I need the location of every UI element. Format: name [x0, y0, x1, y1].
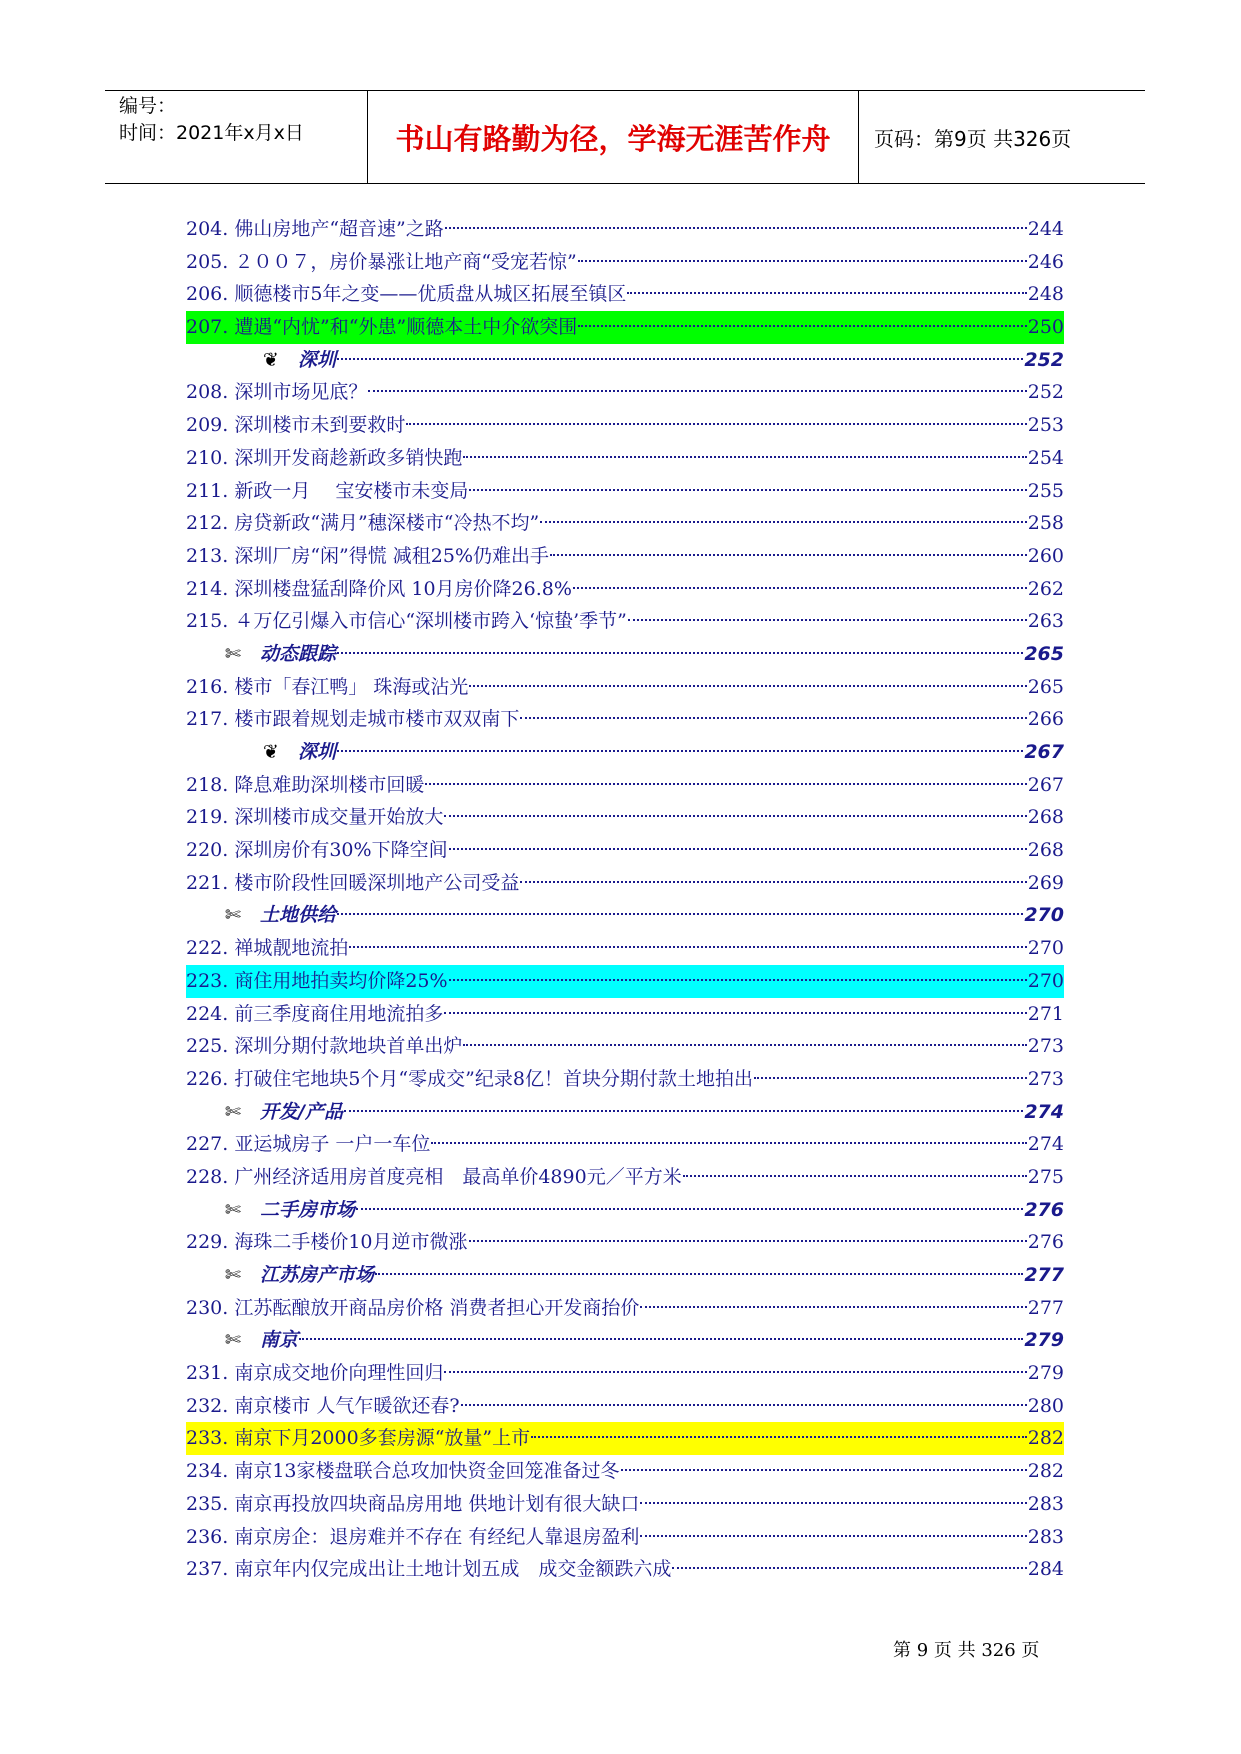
toc-page-number: 271 [1027, 1002, 1064, 1025]
toc-page-number: 255 [1027, 479, 1064, 502]
scissors-icon: ✄ [225, 1264, 241, 1286]
scissors-icon: ✄ [225, 642, 241, 665]
toc-entry[interactable] [186, 213, 1064, 246]
toc-dot-leader [337, 358, 1023, 360]
toc-page-number: 273 [1027, 1035, 1064, 1058]
toc-dot-leader [469, 1240, 1027, 1242]
toc-dot-leader [463, 1044, 1026, 1046]
toc-dot-leader [431, 1142, 1026, 1144]
toc-dot-leader [754, 1077, 1027, 1079]
toc-entry-title: 土地供给 [260, 904, 337, 927]
toc-entry[interactable] [186, 932, 1064, 965]
toc-page-number: 265 [1024, 642, 1064, 665]
toc-entry-title: 深圳 [298, 741, 337, 763]
toc-dot-leader [344, 1110, 1023, 1112]
toc-entry-title: 深圳 [298, 348, 337, 371]
toc-dot-leader [550, 554, 1027, 556]
toc-entry[interactable] [186, 1357, 1064, 1390]
toc-dot-leader [520, 881, 1026, 883]
toc-dot-leader [337, 652, 1023, 654]
toc-page-number: 265 [1027, 675, 1064, 698]
toc-section-heading[interactable] [186, 344, 1064, 377]
toc-page-number: 244 [1027, 218, 1064, 240]
toc-entry[interactable] [186, 442, 1064, 475]
toc-entry[interactable] [186, 605, 1064, 638]
toc-section-heading[interactable] [186, 1096, 1064, 1129]
toc-page-number: 263 [1027, 610, 1064, 633]
toc-dot-leader [445, 227, 1027, 229]
toc-section-heading[interactable] [186, 1194, 1064, 1227]
toc-entry[interactable] [186, 1390, 1064, 1423]
toc-entry[interactable] [186, 1553, 1064, 1586]
toc-entry[interactable] [186, 998, 1064, 1031]
scissors-icon: ✄ [225, 1198, 241, 1221]
toc-entry-title: 214. 深圳楼盘猛刮降价风 10月房价降26.8% [186, 577, 572, 600]
toc-dot-leader [640, 1502, 1026, 1504]
toc-entry[interactable] [186, 409, 1064, 442]
toc-page-number: 253 [1027, 414, 1064, 437]
toc-entry-title: 220. 深圳房价有30%下降空间 [186, 839, 448, 862]
toc-dot-leader [356, 1208, 1023, 1210]
toc-page-number: 277 [1024, 1264, 1064, 1286]
toc-page-number: 279 [1027, 1362, 1064, 1385]
toc-entry-title: 南京 [260, 1329, 299, 1352]
toc-entry-title: 224. 前三季度商住用地流拍多 [186, 1002, 444, 1025]
toc-page-number: 279 [1024, 1329, 1064, 1352]
toc-entry-title: 218. 降息难助深圳楼市回暖 [186, 773, 425, 796]
table-of-contents [186, 213, 1064, 1586]
toc-page-number: 266 [1027, 708, 1064, 731]
toc-entry[interactable] [186, 1226, 1064, 1259]
toc-entry-title: 231. 南京成交地价向理性回归 [186, 1362, 444, 1385]
toc-entry[interactable] [186, 278, 1064, 311]
toc-entry-title: 219. 深圳楼市成交量开始放大 [186, 806, 444, 829]
toc-dot-leader [640, 1535, 1026, 1537]
toc-section-heading[interactable] [186, 638, 1064, 671]
toc-entry-title: 233. 南京下月2000多套房源“放量”上市 [186, 1427, 531, 1450]
toc-dot-leader [578, 260, 1027, 262]
toc-entry[interactable] [186, 573, 1064, 606]
header-meta [105, 91, 368, 183]
toc-entry-title: 215. ４万亿引爆入市信心“深圳楼市跨入‘惊蛰’季节” [186, 610, 627, 633]
toc-page-number: 280 [1027, 1394, 1064, 1417]
header-page-info: 页码：第9页 共326页 [874, 126, 1072, 151]
toc-entry[interactable] [186, 1161, 1064, 1194]
scissors-icon: ✄ [225, 1100, 241, 1123]
toc-entry-title: 208. 深圳市场见底？ [186, 381, 368, 404]
toc-page-number: 260 [1027, 544, 1064, 567]
toc-entry[interactable] [186, 834, 1064, 867]
toc-entry-title: 217. 楼市跟着规划走城市楼市双双南下 [186, 708, 520, 731]
toc-dot-leader [337, 913, 1023, 915]
toc-page-number: 277 [1027, 1296, 1064, 1319]
toc-section-heading[interactable] [186, 1259, 1064, 1292]
toc-dot-leader [337, 750, 1023, 752]
toc-entry-title: 204. 佛山房地产“超音速”之路 [186, 218, 444, 240]
toc-page-number: 270 [1027, 937, 1064, 960]
toc-entry-title: 二手房市场 [260, 1198, 356, 1221]
toc-entry[interactable] [186, 540, 1064, 573]
toc-entry[interactable] [186, 965, 1064, 998]
toc-page-number: 267 [1027, 773, 1064, 796]
toc-dot-leader [349, 946, 1026, 948]
toc-entry[interactable] [186, 671, 1064, 704]
toc-page-number: 270 [1027, 969, 1064, 992]
toc-dot-leader [469, 685, 1026, 687]
toc-dot-leader [627, 292, 1026, 294]
toc-dot-leader [573, 587, 1027, 589]
toc-entry[interactable] [186, 1488, 1064, 1521]
toc-entry-title: 229. 海珠二手楼价10月逆市微涨 [186, 1231, 468, 1254]
toc-dot-leader [425, 783, 1026, 785]
toc-entry[interactable] [186, 703, 1064, 736]
toc-entry-title: 207. 遭遇“内忧”和“外患”顺德本土中介欲突围 [186, 316, 578, 339]
toc-dot-leader [368, 390, 1026, 392]
scissors-icon: ✄ [225, 904, 241, 927]
toc-dot-leader [578, 325, 1027, 327]
toc-dot-leader [375, 1273, 1023, 1275]
toc-entry-title: 235. 南京再投放四块商品房用地 供地计划有很大缺口 [186, 1492, 640, 1515]
toc-dot-leader [520, 717, 1026, 719]
toc-entry-title: 213. 深圳厂房“闲”得慌 减租25%仍难出手 [186, 544, 550, 567]
toc-entry[interactable] [186, 1292, 1064, 1325]
toc-dot-leader [444, 1371, 1026, 1373]
toc-section-heading[interactable] [186, 736, 1064, 769]
toc-page-number: 283 [1027, 1492, 1064, 1515]
toc-page-number: 275 [1027, 1165, 1064, 1188]
header-motto: 书山有路勤为径，学海无涯苦作舟 [368, 91, 859, 183]
toc-dot-leader [628, 619, 1027, 621]
toc-entry-title: 222. 禅城靓地流拍 [186, 937, 349, 960]
scissors-icon: ✄ [225, 1329, 241, 1352]
toc-dot-leader [444, 1012, 1026, 1014]
toc-page-number: 276 [1024, 1198, 1064, 1221]
toc-entry[interactable] [186, 1063, 1064, 1096]
toc-page-number: 276 [1027, 1231, 1064, 1254]
toc-dot-leader [531, 1436, 1027, 1438]
toc-page-number: 246 [1027, 250, 1064, 273]
toc-page-number: 250 [1027, 316, 1064, 339]
toc-entry-title: 221. 楼市阶段性回暖深圳地产公司受益 [186, 871, 520, 894]
number-label: 编号： [119, 95, 177, 117]
toc-entry[interactable] [186, 1128, 1064, 1161]
toc-page-number: 283 [1027, 1525, 1064, 1548]
toc-page-number: 268 [1027, 839, 1064, 862]
toc-page-number: 269 [1027, 871, 1064, 894]
toc-page-number: 248 [1027, 283, 1064, 306]
toc-dot-leader [469, 489, 1026, 491]
toc-dot-leader [449, 848, 1027, 850]
toc-page-number: 252 [1027, 381, 1064, 404]
toc-page-number: 258 [1027, 512, 1064, 535]
toc-dot-leader [444, 815, 1026, 817]
toc-entry-title: 223. 商住用地拍卖均价降25% [186, 969, 448, 992]
toc-section-heading[interactable] [186, 899, 1064, 932]
toc-entry[interactable] [186, 769, 1064, 802]
toc-dot-leader [299, 1338, 1023, 1340]
leaf-icon: ❦ [263, 741, 279, 763]
toc-page-number: 254 [1027, 446, 1064, 469]
toc-page-number: 268 [1027, 806, 1064, 829]
toc-entry[interactable] [186, 507, 1064, 540]
toc-entry-title: 226. 打破住宅地块5个月“零成交”纪录8亿！首块分期付款土地拍出 [186, 1067, 753, 1090]
toc-entry-title: 216. 楼市「春江鸭」 珠海或沾光 [186, 675, 469, 698]
toc-page-number: 273 [1027, 1067, 1064, 1090]
toc-dot-leader [449, 979, 1027, 981]
toc-dot-leader [540, 521, 1027, 523]
toc-entry[interactable] [186, 376, 1064, 409]
toc-entry-title: 211. 新政一月 宝安楼市未变局 [186, 479, 469, 502]
page-footer: 第 9 页 共 326 页 [893, 1640, 1040, 1661]
toc-page-number: 267 [1024, 741, 1064, 763]
toc-entry-title: 205. ２００７，房价暴涨让地产商“受宠若惊” [186, 250, 577, 273]
toc-dot-leader [640, 1306, 1026, 1308]
toc-entry[interactable] [186, 1422, 1064, 1455]
toc-page-number: 274 [1024, 1100, 1064, 1123]
toc-section-heading[interactable] [186, 1324, 1064, 1357]
toc-entry-title: 228. 广州经济适用房首度亮相 最高单价4890元／平方米 [186, 1165, 682, 1188]
toc-dot-leader [461, 1404, 1027, 1406]
toc-entry[interactable] [186, 475, 1064, 508]
toc-dot-leader [406, 423, 1026, 425]
toc-entry-title: 236. 南京房企：退房难并不存在 有经纪人靠退房盈利 [186, 1525, 640, 1548]
toc-dot-leader [683, 1175, 1027, 1177]
leaf-icon: ❦ [263, 348, 279, 371]
toc-entry-title: 209. 深圳楼市未到要救时 [186, 414, 406, 437]
toc-entry-title: 237. 南京年内仅完成出让土地计划五成 成交金额跌六成 [186, 1558, 672, 1581]
toc-entry[interactable] [186, 311, 1064, 344]
toc-entry-title: 开发/产品 [260, 1100, 343, 1123]
toc-entry-title: 232. 南京楼市 人气乍暖欲还春? [186, 1394, 460, 1417]
time-label: 时间：2021年x月x日 [119, 122, 304, 144]
toc-entry[interactable] [186, 1521, 1064, 1554]
toc-page-number: 270 [1024, 904, 1064, 927]
toc-page-number: 282 [1027, 1460, 1064, 1483]
toc-entry-title: 230. 江苏酝酿放开商品房价格 消费者担心开发商抬价 [186, 1296, 640, 1319]
toc-entry-title: 212. 房贷新政“满月”穗深楼市“冷热不均” [186, 512, 540, 535]
toc-entry[interactable] [186, 867, 1064, 900]
toc-page-number: 252 [1024, 348, 1064, 371]
toc-entry-title: 227. 亚运城房子 一户一车位 [186, 1133, 431, 1156]
toc-page-number: 282 [1027, 1427, 1064, 1450]
toc-entry-title: 206. 顺德楼市5年之变——优质盘从城区拓展至镇区 [186, 283, 627, 306]
toc-entry[interactable] [186, 246, 1064, 279]
toc-entry[interactable] [186, 801, 1064, 834]
toc-page-number: 262 [1027, 577, 1064, 600]
toc-entry-title: 江苏房产市场 [260, 1264, 375, 1286]
document-header [105, 90, 1145, 184]
toc-entry[interactable] [186, 1455, 1064, 1488]
toc-entry-title: 234. 南京13家楼盘联合总攻加快资金回笼准备过冬 [186, 1460, 620, 1483]
toc-dot-leader [463, 456, 1026, 458]
toc-entry-title: 动态跟踪 [260, 642, 337, 665]
toc-dot-leader [621, 1469, 1027, 1471]
toc-page-number: 284 [1027, 1558, 1064, 1581]
toc-entry-title: 225. 深圳分期付款地块首单出炉 [186, 1035, 463, 1058]
toc-entry[interactable] [186, 1030, 1064, 1063]
toc-entry-title: 210. 深圳开发商趁新政多销快跑 [186, 446, 463, 469]
toc-dot-leader [672, 1567, 1026, 1569]
toc-page-number: 274 [1027, 1133, 1064, 1156]
